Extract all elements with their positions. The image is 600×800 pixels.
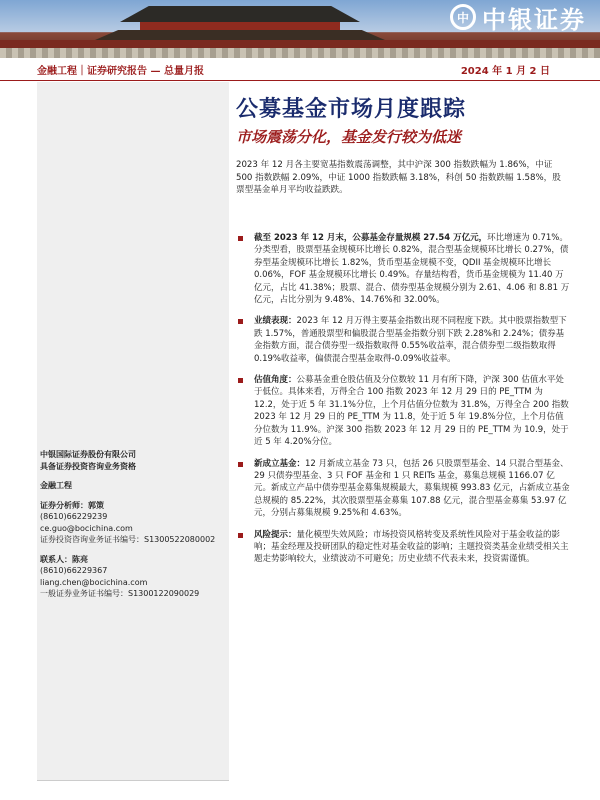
report-category-bar xyxy=(0,58,600,81)
key-point: 风险提示：量化模型失效风险；市场投资风格转变及系统性风险对于基金收益的影响；基金经理及投研团队的稳定性对基金收益的影响；主题投资类基金业绩受相关主题走势影响较大，业绩波动不可避免；历史业绩不代表未来，投资需谨慎。 xyxy=(236,529,570,566)
contact-cert: 一般证券业务证书编号：S1300122090029 xyxy=(40,589,200,598)
report-summary: 2023 年 12 月各主要宽基指数震荡调整，其中沪深 300 指数跌幅为 1.86%，中证 500 指数跌幅 2.09%，中证 1000 指数跌幅 3.18%，科创 50 指数跌幅 1.58%，股票型基金单月平均收益跌跌。 xyxy=(236,160,561,195)
boc-logo-icon: 中 xyxy=(450,4,476,30)
key-point: 截至 2023 年 12 月末，公募基金存量规模 27.54 万亿元，环比增速为 0.71%。分类型看，股票型基金规模环比增长 0.82%，混合型基金规模环比增长 0.27%，债券型基金规模环比增长 1.82%，货币型基金规模不变，QDII 基金规模环比增长 0.06%，FOF 基金规模环比增长 0.49%。存量结构看，货币基金规模为 11.40 万亿元，占比 41.38%；股票、混合、债券型基金规模分别为 2.61、4.06 和 8.81 万亿元，占比分别为 9.48%、14.76%和 32.00%。 xyxy=(236,232,570,306)
bullet-square-icon xyxy=(238,462,243,467)
contact-email: liang.chen@bocichina.com xyxy=(40,577,148,587)
bullet-square-icon xyxy=(238,236,243,241)
firm-name: 中银国际证券股份有限公司 xyxy=(40,450,136,459)
sidebar-divider xyxy=(37,780,229,781)
sector-label: 金融工程 xyxy=(40,481,72,490)
key-point: 估值角度：公募基金重仓股估值及分位数较 11 月有所下降，沪深 300 估值水平处于低位。具体来看，万得全合 100 指数 2023 年 12 月 29 日的 PE_TTM 为 12.2，处于近 5 年 31.1%分位，上个月估值分位数为 31.8%，万得全合 200 指数 2023 年 12 月 29 日的 PE_TTM 为 11.8，处于近 5 年 19.8%分位，上个月估值分位数为 11.9%。沪深 300 指数 2023 年 12 月 29 日的 PE_TTM 为 10.9，处于近 5 年 4.20%分位。 xyxy=(236,374,570,448)
firm-qualification: 具备证券投资咨询业务资格 xyxy=(40,461,136,471)
key-point: 新成立基金：12 月新成立基金 73 只，包括 26 只股票型基金、14 只混合型基金、29 只债券型基金、3 只 FOF 基金和 1 只 REITs 基金，募集总规模 1166.07 亿元。新成立产品中债券型基金募集规模最大，募集规模 993.83 亿元，占新成立基金总规模的 85.22%，其次股票型基金募集 107.88 亿元，混合型基金募集 53.97 亿元，分别占募集规模 9.25%和 4.63%。 xyxy=(236,458,570,520)
report-title: 公募基金市场月度跟踪 xyxy=(236,96,467,122)
report-category: 金融工程｜证券研究报告 — 总量月报 xyxy=(37,66,204,77)
bullet-square-icon xyxy=(238,378,243,383)
analyst-phone: (8610)66229239 xyxy=(40,512,108,521)
bullet-square-icon xyxy=(238,319,243,324)
header-banner-image xyxy=(0,0,600,58)
report-date: 2024 年 1 月 2 日 xyxy=(460,66,550,77)
analyst-cert: 证券投资咨询业务证书编号：S1300522080002 xyxy=(40,535,216,544)
analyst-info xyxy=(40,449,230,600)
logo-name: 中银证券 xyxy=(482,5,586,34)
company-logo xyxy=(450,0,586,34)
sidebar-panel xyxy=(37,82,229,780)
key-points-list xyxy=(236,232,570,575)
report-subtitle: 市场震荡分化，基金发行较为低迷 xyxy=(236,128,462,146)
bullet-square-icon xyxy=(238,533,243,538)
key-point: 业绩表现：2023 年 12 月万得主要基金指数出现不同程度下跌。其中股票指数型下跌 1.57%，普通股票型和偏股混合型基金指数分别下跌 2.28%和 2.24%；债券基金指数方面，混合债券型一级指数取得 0.55%收益率，混合债券型二级指数取得 0.19%收益率，偏债混合型基金取得-0.09%收益率。 xyxy=(236,315,570,365)
contact-label: 联系人：陈亮 xyxy=(40,554,88,564)
analyst-label: 证券分析师：郭策 xyxy=(40,500,104,510)
contact-phone: (8610)66229367 xyxy=(40,566,108,575)
analyst-email: ce.guo@bocichina.com xyxy=(40,523,133,533)
